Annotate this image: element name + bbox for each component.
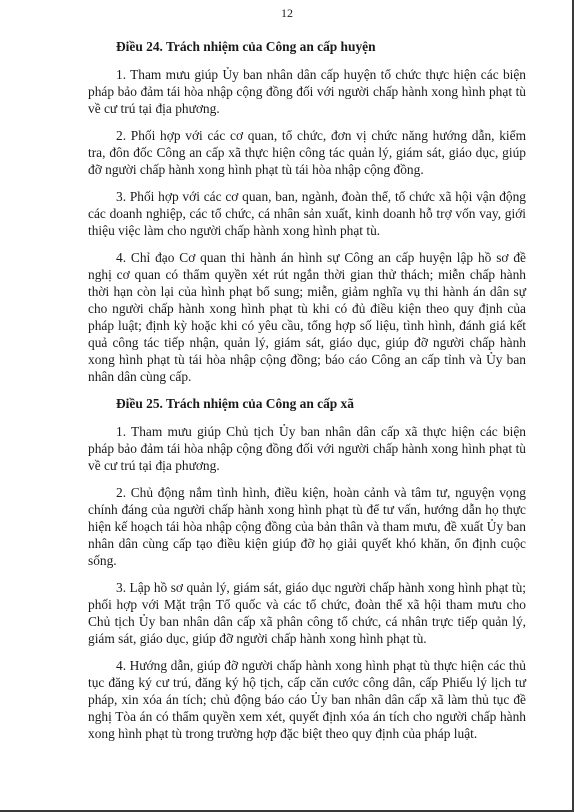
- article-24-clause-1: 1. Tham mưu giúp Ủy ban nhân dân cấp huyện tổ chức thực hiện các biện pháp bảo đảm tái hòa nhập cộng đồng đối với người chấp hành xong hình phạt tù về cư trú tại địa phương.: [88, 67, 526, 116]
- document-body: [88, 38, 526, 752]
- article-25-clause-1: 1. Tham mưu giúp Chủ tịch Ủy ban nhân dân cấp xã thực hiện các biện pháp bảo đảm tái hòa nhập cộng đồng đối với người chấp hành xong hình phạt tù về cư trú tại địa phương.: [88, 424, 526, 473]
- article-25-heading: Điều 25. Trách nhiệm của Công an cấp xã: [116, 396, 354, 411]
- article-24: [88, 38, 526, 385]
- article-24-clause-2: 2. Phối hợp với các cơ quan, tổ chức, đơn vị chức năng hướng dẫn, kiểm tra, đôn đốc Công an cấp xã thực hiện công tác quản lý, giám sát, giáo dục, giúp đỡ người chấp hành xong hình phạt tù tái hòa nhập cộng đồng.: [88, 128, 526, 177]
- article-24-heading: Điều 24. Trách nhiệm của Công an cấp huyện: [116, 39, 376, 54]
- article-25-clause-3: 3. Lập hồ sơ quản lý, giám sát, giáo dục người chấp hành xong hình phạt tù; phối hợp với Mặt trận Tổ quốc và các tổ chức, đoàn thể xã hội tham mưu cho Chủ tịch Ủy ban nhân dân cấp xã phân công tổ chức, cá nhân trực tiếp quản lý, giám sát, giáo dục, giúp đỡ người chấp hành xong hình phạt tù.: [88, 580, 526, 646]
- article-25-clause-4: 4. Hướng dẫn, giúp đỡ người chấp hành xong hình phạt tù thực hiện các thủ tục đăng ký cư trú, đăng ký hộ tịch, cấp căn cước công dân, cấp Phiếu lý lịch tư pháp, xin xóa án tích; chủ động báo cáo Ủy ban nhân dân cấp xã làm thủ tục đề nghị Tòa án có thẩm quyền xem xét, quyết định xóa án tích cho người chấp hành xong hình phạt tù trong trường hợp đặc biệt theo quy định của pháp luật.: [88, 658, 526, 741]
- page-number: 12: [281, 6, 293, 20]
- article-24-clause-4: 4. Chỉ đạo Cơ quan thi hành án hình sự Công an cấp huyện lập hồ sơ đề nghị cơ quan có thẩm quyền xét rút ngắn thời gian thử thách; miễn chấp hành thời hạn còn lại của hình phạt bổ sung; miễn, giảm nghĩa vụ thi hành án dân sự cho người chấp hành xong hình phạt tù khi có đủ điều kiện theo quy định của pháp luật; định kỳ hoặc khi có yêu cầu, tổng hợp số liệu, tình hình, đánh giá kết quả công tác tiếp nhận, quản lý, giám sát, giáo dục, giúp đỡ người chấp hành xong hình phạt tù tái hòa nhập cộng đồng; báo cáo Công an cấp tỉnh và Ủy ban nhân dân cùng cấp.: [88, 250, 526, 384]
- article-25: [88, 395, 526, 742]
- article-24-clause-3: 3. Phối hợp với các cơ quan, ban, ngành, đoàn thể, tổ chức xã hội vận động các doanh nghiệp, các tổ chức, cá nhân sản xuất, kinh doanh hỗ trợ vốn vay, giới thiệu việc làm cho người chấp hành xong hình phạt tù.: [88, 189, 526, 238]
- article-25-clause-2: 2. Chủ động nắm tình hình, điều kiện, hoàn cảnh và tâm tư, nguyện vọng chính đáng của người chấp hành xong hình phạt tù để tư vấn, hướng dẫn họ thực hiện kế hoạch tái hòa nhập cộng đồng của bản thân và tham mưu, đề xuất Ủy ban nhân dân cùng cấp tạo điều kiện giúp đỡ họ giải quyết khó khăn, ổn định cuộc sống.: [88, 485, 526, 568]
